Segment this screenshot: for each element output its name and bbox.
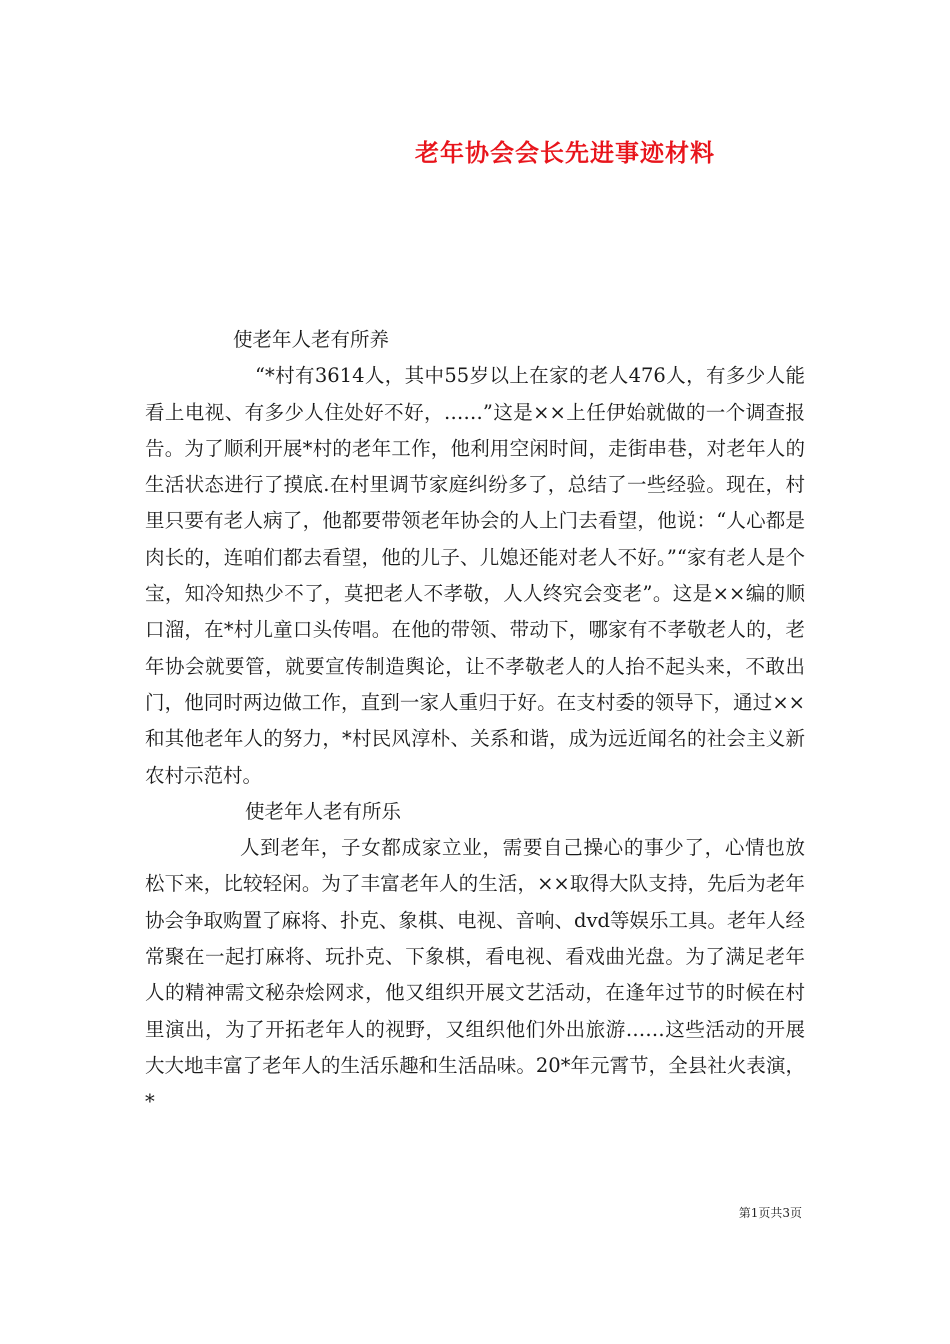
- section-heading-1: 使老年人老有所养: [233, 328, 390, 351]
- section-paragraph-1: “*村有3614人，其中55岁以上在家的老人476人，有多少人能看上电视、有多少人住处好不好，……”这是××上任伊始就做的一个调查报告。为了顺利开展*村的老年工作，他利用空闲时间，走街串巷，对老年人的生活状态进行了摸底.在村里调节家庭纠纷多了，总结了一些经验。现在，村里只要有老人病了，他都要带领老年协会的人上门去看望，他说：“人心都是肉长的，连咱们都去看望，他的儿子、儿媳还能对老人不好。”“家有老人是个宝，知冷知热少不了，莫把老人不孝敬，人人终究会变老”。这是××编的顺口溜，在*村儿童口头传唱。在他的带领、带动下，哪家有不孝敬老人的，老年协会就要管，就要宣传制造舆论，让不孝敬老人的人抬不起头来，不敢出门，他同时两边做工作，直到一家人重归于好。在支村委的领导下，通过××和其他老年人的努力，*村民风淳朴、关系和谐，成为远近闻名的社会主义新农村示范村。: [145, 364, 805, 787]
- section-heading-2: 使老年人老有所乐: [245, 799, 402, 823]
- document-title: 老年协会会长先进事迹材料: [415, 138, 715, 167]
- section-paragraph-2: 人到老年，子女都成家立业，需要自己操心的事少了，心情也放松下来，比较轻闲。为了丰富老年人的生活，××取得大队支持，先后为老年协会争取购置了麻将、扑克、象棋、电视、音响、dvd等娱乐工具。老年人经常聚在一起打麻将、玩扑克、下象棋，看电视、看戏曲光盘。为了满足老年人的精神需文秘杂烩网求，他又组织开展文艺活动，在逢年过节的时候在村里演出，为了开拓老年人的视野，又组织他们外出旅游……这些活动的开展大大地丰富了老年人的生活乐趣和生活品味。20*年元霄节，全县社火表演，*: [145, 836, 805, 1114]
- page-number-footer: 第1页共3页: [738, 1206, 802, 1220]
- document-body: [145, 322, 805, 1121]
